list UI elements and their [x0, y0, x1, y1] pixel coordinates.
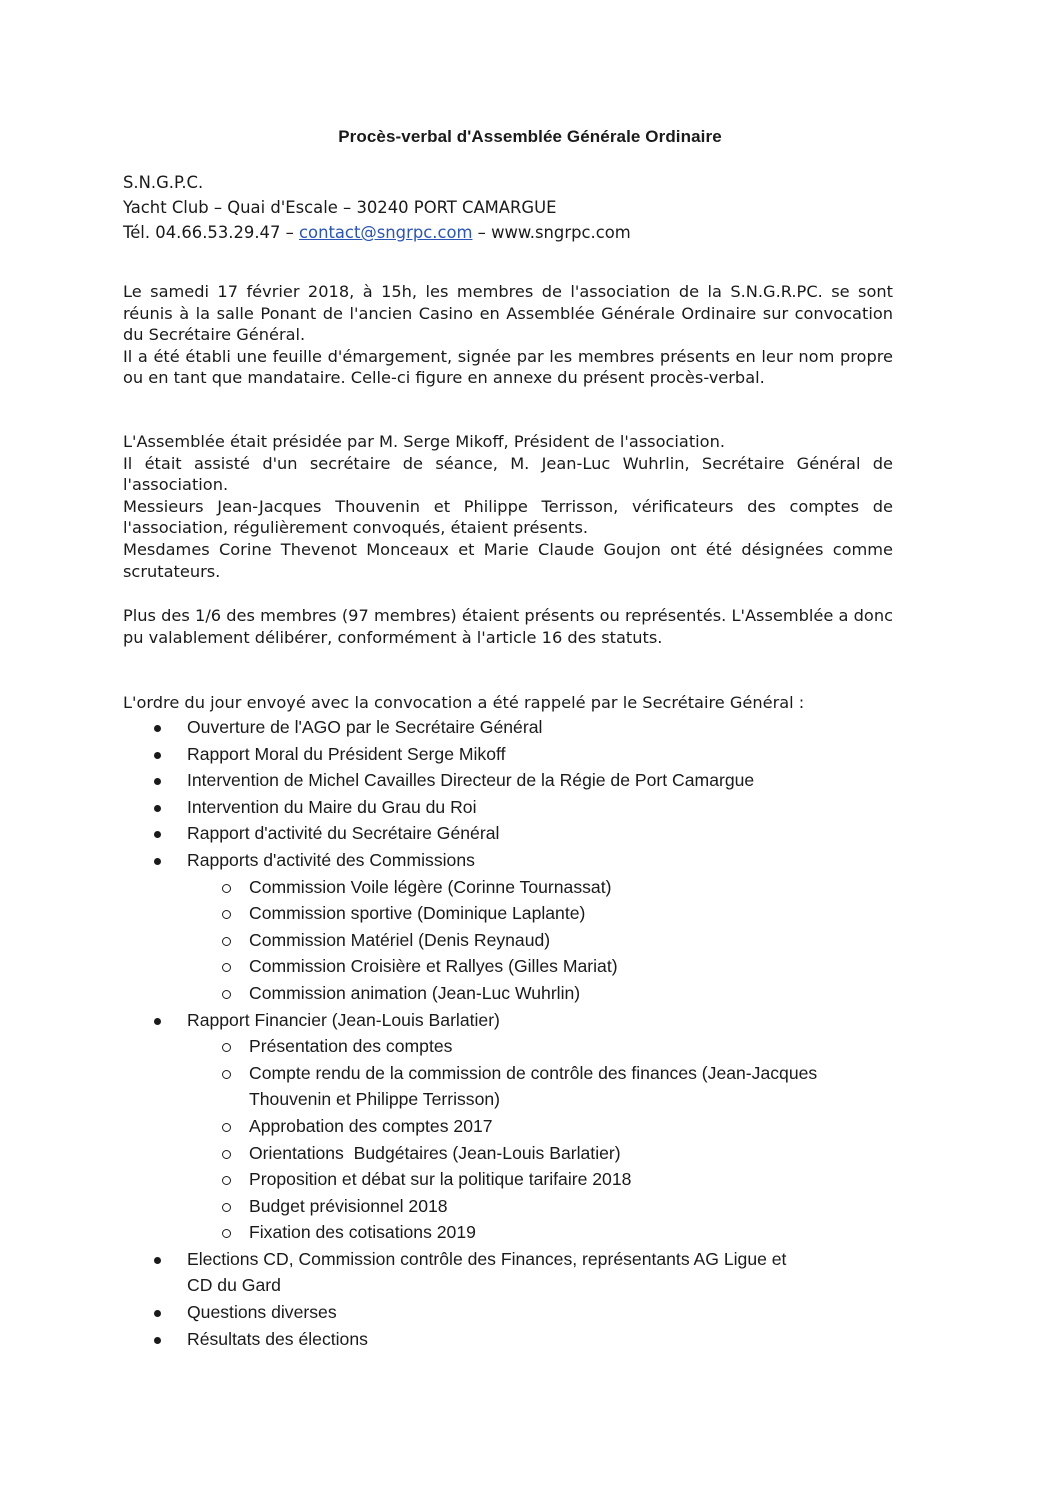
agenda-intro: L'ordre du jour envoyé avec la convocation a été rappelé par le Secrétaire Général :: [123, 693, 805, 712]
circle-bullet-icon: [222, 963, 231, 972]
list-item: [150, 820, 910, 847]
paragraph-quorum: [123, 605, 893, 648]
circle-bullet-icon: [222, 910, 231, 919]
circle-bullet-icon: [222, 1150, 231, 1159]
list-item: [150, 847, 910, 1007]
sub-item-label: Approbation des comptes 2017: [249, 1115, 493, 1136]
sub-item-label: Orientations Budgétaires (Jean-Louis Barlatier): [249, 1142, 621, 1163]
sub-item-label: Commission sportive (Dominique Laplante): [249, 903, 586, 924]
list-item: [150, 794, 910, 821]
list-item: [150, 1299, 910, 1326]
scrutineers-paragraph: Mesdames Corine Thevenot Monceaux et Marie Claude Goujon ont été désignées comme scrutateurs.: [123, 539, 893, 581]
sub-item-label: Présentation des comptes: [249, 1036, 453, 1057]
org-website: – www.sngrpc.com: [472, 223, 631, 242]
document-title: Procès-verbal d'Assemblée Générale Ordinaire: [338, 127, 722, 146]
agenda-item-label-continued: CD du Gard: [187, 1275, 281, 1296]
list-item: [150, 741, 910, 768]
email-link[interactable]: contact@sngrpc.com: [299, 223, 473, 242]
agenda-item-label: Rapport Financier (Jean-Louis Barlatier): [187, 1009, 500, 1030]
list-item: [187, 874, 910, 901]
circle-bullet-icon: [222, 1043, 231, 1052]
quorum-paragraph: Plus des 1/6 des membres (97 membres) étaient présents ou représentés. L'Assemblée a donc pu valablement délibérer, conformément à l'article 16 des statuts.: [123, 606, 893, 647]
agenda-item-label: Rapports d'activité des Commissions: [187, 849, 475, 870]
bullet-icon: [154, 1310, 161, 1317]
president-paragraph: L'Assemblée était présidée par M. Serge Mikoff, Président de l'association.: [123, 432, 725, 451]
sub-item-label: Proposition et débat sur la politique tarifaire 2018: [249, 1169, 632, 1190]
meeting-date-paragraph: Le samedi 17 février 2018, à 15h, les membres de l'association de la S.N.G.R.PC. se sont réunis à la salle Ponant de l'ancien Casino en Assemblée Générale Ordinaire sur convocation du Secrétaire Général.: [123, 282, 893, 345]
auditors-paragraph: Messieurs Jean-Jacques Thouvenin et Philippe Terrisson, vérificateurs des comptes de l'association, régulièrement convoqués, étaient présents.: [123, 496, 893, 538]
agenda-item-label: Rapport d'activité du Secrétaire Général: [187, 823, 500, 844]
bullet-icon: [154, 778, 161, 785]
agenda-list: [150, 714, 910, 1352]
bullet-icon: [154, 831, 161, 838]
circle-bullet-icon: [222, 1203, 231, 1212]
org-address: Yacht Club – Quai d'Escale – 30240 PORT CAMARGUE: [123, 198, 557, 217]
list-item: [187, 1113, 910, 1140]
paragraph-meeting-info: [123, 281, 893, 389]
list-item: [150, 1246, 910, 1299]
list-item: [187, 1033, 910, 1060]
list-item: [150, 714, 910, 741]
agenda-item-label: Ouverture de l'AGO par le Secrétaire Général: [187, 717, 543, 737]
sub-item-label: Commission Matériel (Denis Reynaud): [249, 929, 551, 950]
list-item: [187, 1193, 910, 1220]
sub-item-label: Commission Croisière et Rallyes (Gilles Mariat): [249, 956, 618, 977]
finance-sublist: [187, 1033, 910, 1246]
circle-bullet-icon: [222, 990, 231, 999]
paragraph-agenda-intro: [123, 692, 893, 714]
bullet-icon: [154, 725, 161, 732]
agenda-item-label: Rapport Moral du Président Serge Mikoff: [187, 743, 506, 764]
list-item: [150, 1326, 910, 1353]
list-item: [187, 1060, 910, 1113]
org-phone: Tél. 04.66.53.29.47 –: [123, 223, 300, 242]
bullet-icon: [154, 1337, 161, 1344]
paragraph-officers: [123, 431, 893, 582]
attendance-sheet-paragraph: Il a été établi une feuille d'émargement, signée par les membres présents en leur nom propre ou en tant que mandataire. Celle-ci figure en annexe du présent procès-verbal.: [123, 346, 893, 388]
circle-bullet-icon: [222, 1229, 231, 1238]
agenda-item-label: Intervention de Michel Cavailles Directeur de la Régie de Port Camargue: [187, 770, 755, 791]
list-item: [187, 1140, 910, 1167]
list-item: [187, 1219, 910, 1246]
agenda-item-label: Résultats des élections: [187, 1328, 368, 1349]
list-item: [187, 927, 910, 954]
sub-item-label: Commission Voile légère (Corinne Tournassat): [249, 876, 612, 897]
list-item: [150, 767, 910, 794]
circle-bullet-icon: [222, 937, 231, 946]
sub-item-label: Budget prévisionnel 2018: [249, 1195, 448, 1216]
org-name: S.N.G.P.C.: [123, 173, 204, 192]
list-item: [150, 1007, 910, 1246]
circle-bullet-icon: [222, 1176, 231, 1185]
circle-bullet-icon: [222, 884, 231, 893]
list-item: [187, 900, 910, 927]
org-contact-line: [123, 220, 893, 245]
circle-bullet-icon: [222, 1070, 231, 1079]
secretary-paragraph: Il était assisté d'un secrétaire de séance, M. Jean-Luc Wuhrlin, Secrétaire Général de l'association.: [123, 453, 893, 495]
agenda-item-label: Intervention du Maire du Grau du Roi: [187, 796, 477, 817]
bullet-icon: [154, 752, 161, 759]
organization-header: [123, 170, 893, 245]
list-item: [187, 953, 910, 980]
sub-item-label: Fixation des cotisations 2019: [249, 1222, 476, 1243]
sub-item-label: Compte rendu de la commission de contrôle des finances (Jean-Jacques: [249, 1062, 818, 1083]
circle-bullet-icon: [222, 1123, 231, 1132]
sub-item-label: Commission animation (Jean-Luc Wuhrlin): [249, 982, 581, 1003]
commissions-sublist: [187, 874, 910, 1007]
bullet-icon: [154, 858, 161, 865]
sub-item-label-continued: Thouvenin et Philippe Terrisson): [249, 1089, 501, 1110]
list-item: [187, 980, 910, 1007]
agenda-item-label: Questions diverses: [187, 1302, 337, 1323]
bullet-icon: [154, 805, 161, 812]
bullet-icon: [154, 1018, 161, 1025]
list-item: [187, 1166, 910, 1193]
bullet-icon: [154, 1257, 161, 1264]
agenda-item-label: Elections CD, Commission contrôle des Finances, représentants AG Ligue et: [187, 1248, 787, 1269]
